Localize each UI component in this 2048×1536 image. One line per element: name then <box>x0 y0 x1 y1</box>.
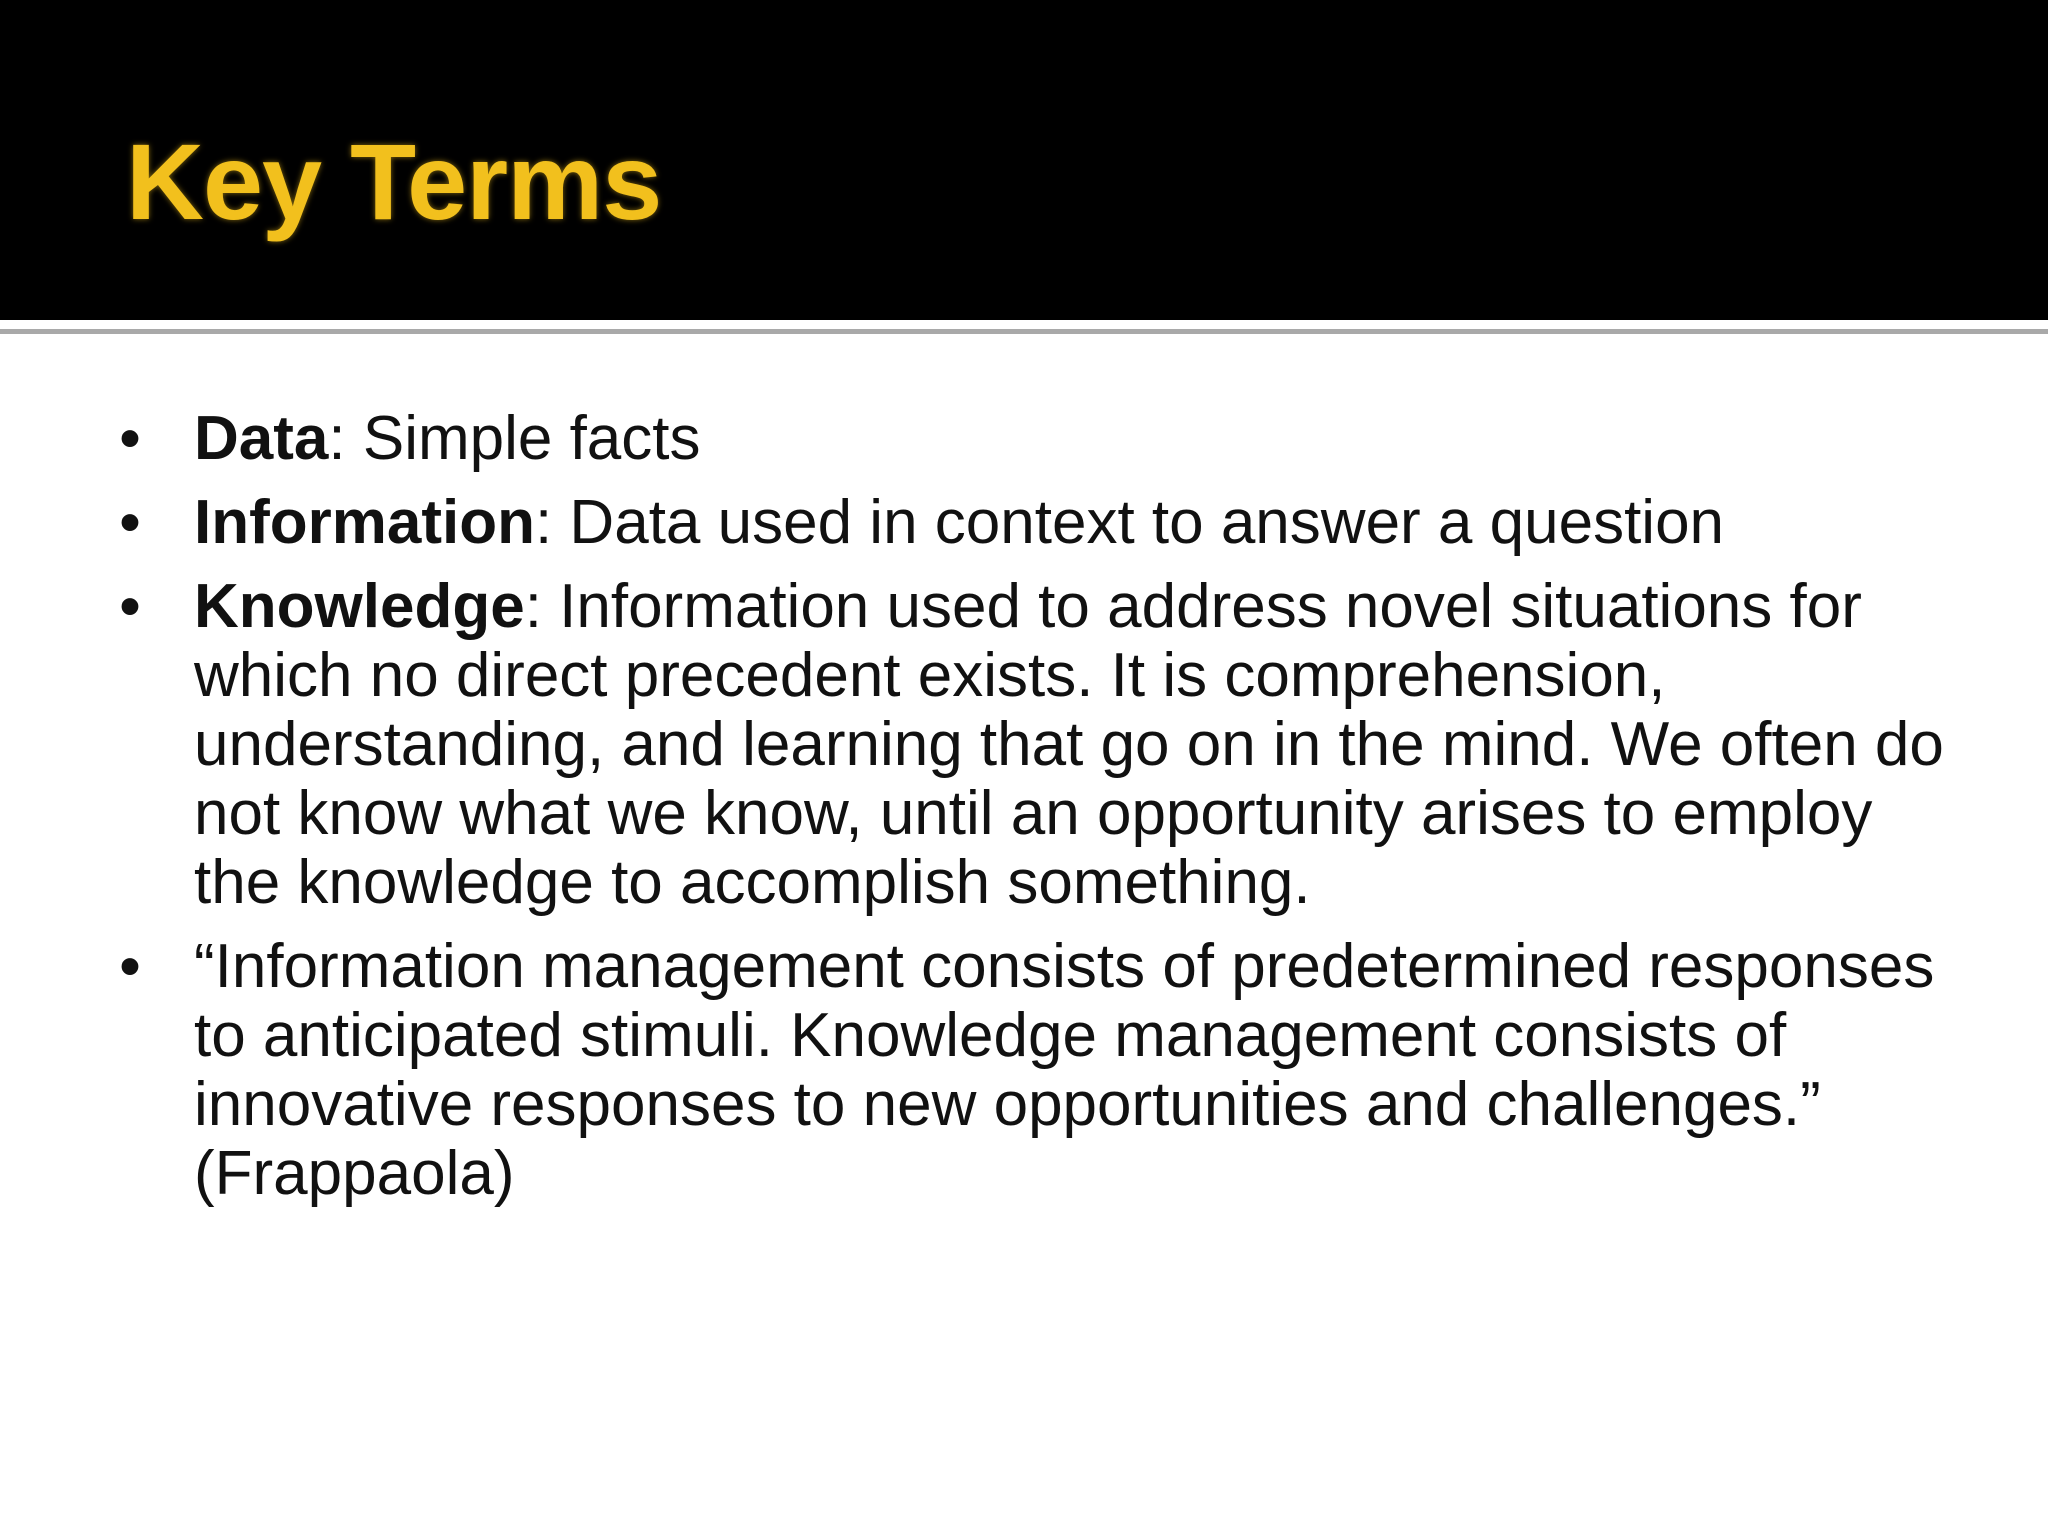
bullet-icon: • <box>119 404 141 473</box>
definition-data: : Simple facts <box>328 404 701 473</box>
bullet-item-information <box>110 488 1970 557</box>
term-knowledge: Knowledge <box>194 572 525 641</box>
definition-knowledge: : Information used to address novel situations for which no direct precedent exists. It is comprehension, understanding, and learning that go on in the mind. We often do not know what we know, until an opportunity arises to employ the knowledge to accomplish something. <box>194 572 1944 917</box>
title-divider-shadow <box>0 329 2048 334</box>
bullet-item-quote <box>110 932 1970 1208</box>
title-bar <box>0 0 2048 320</box>
bullet-icon: • <box>119 932 141 1001</box>
bullet-icon: • <box>119 488 141 557</box>
bullet-item-data <box>110 404 1970 473</box>
slide-title: Key Terms <box>126 121 662 242</box>
title-divider <box>0 320 2048 325</box>
quote-text: “Information management consists of predetermined responses to anticipated stimuli. Knowledge management consists of innovative responses to new opportunities and challenges.” (Frappaola) <box>194 932 1935 1208</box>
term-data: Data <box>194 404 329 473</box>
bullet-icon: • <box>119 572 141 641</box>
bullet-list <box>110 404 1970 1223</box>
term-information: Information <box>194 488 535 557</box>
bullet-item-knowledge <box>110 572 1970 917</box>
definition-information: : Data used in context to answer a question <box>534 488 1725 557</box>
